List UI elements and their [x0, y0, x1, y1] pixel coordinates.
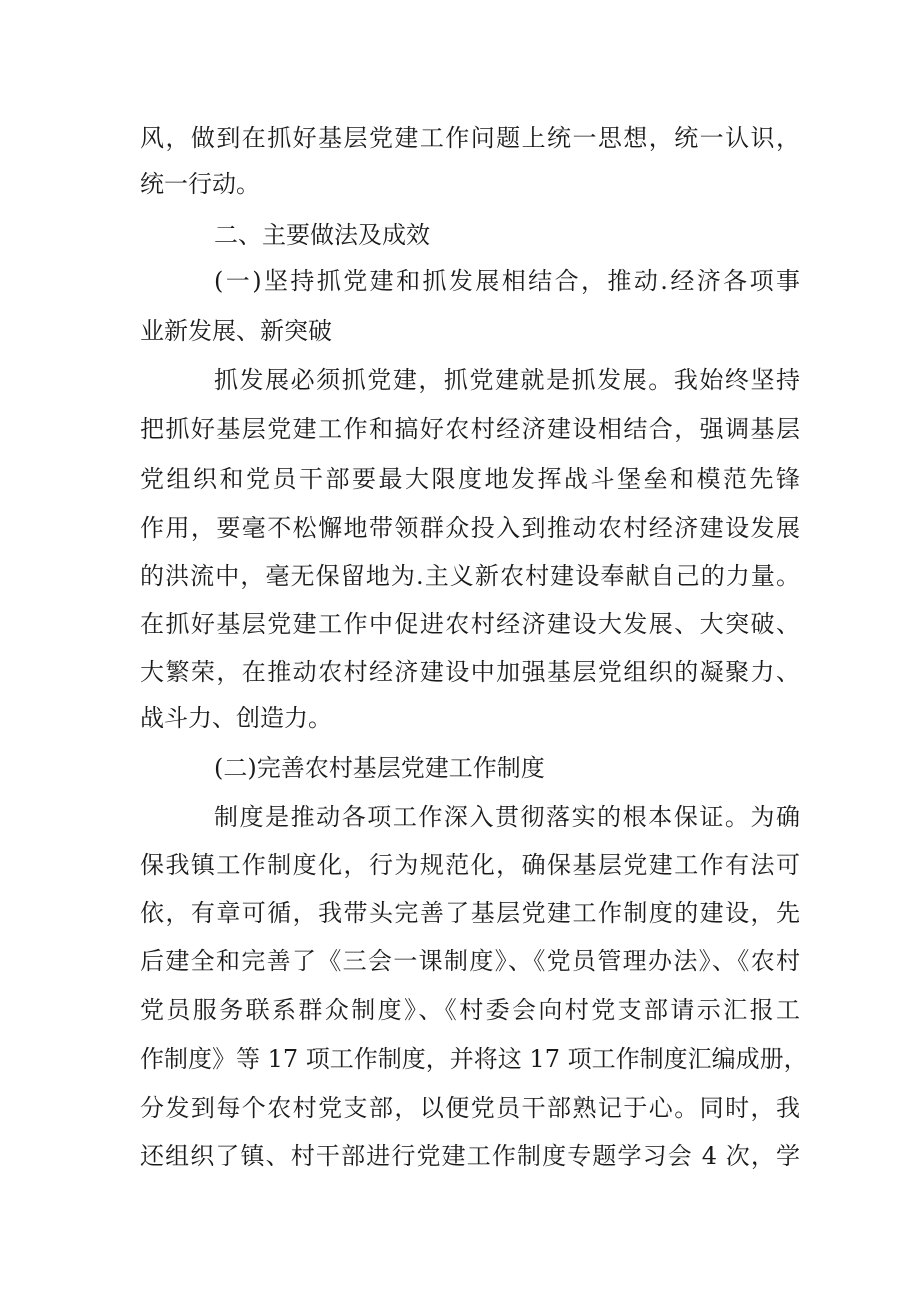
section-heading: 二、主要做法及成效 — [214, 221, 430, 249]
body-text-line: 保我镇工作制度化，行为规范化，确保基层党建工作有法可 — [140, 851, 800, 879]
body-text-line: 依，有章可循，我带头完善了基层党建工作制度的建设，先 — [140, 899, 800, 927]
body-text-line: 在抓好基层党建工作中促进农村经济建设大发展、大突破、 — [140, 610, 800, 638]
body-text-line: 大繁荣，在推动农村经济建设中加强基层党组织的凝聚力、 — [140, 658, 800, 686]
body-text-line: 党员服务联系群众制度》、《村委会向村党支部请示汇报工 — [140, 996, 800, 1024]
subsection-heading: (一)坚持抓党建和抓发展相结合，推动.经济各项事 — [214, 267, 800, 295]
body-text-line: 制度是推动各项工作深入贯彻落实的根本保证。为确 — [214, 803, 800, 831]
body-text-line: 把抓好基层党建工作和搞好农村经济建设相结合，强调基层 — [140, 415, 800, 443]
body-text-line: 统一行动。 — [140, 170, 260, 198]
body-text-line: 作制度》等 17 项工作制度，并将这 17 项工作制度汇编成册， — [140, 1045, 808, 1073]
subsection-heading: 业新发展、新突破 — [140, 317, 332, 345]
subsection-heading: (二)完善农村基层党建工作制度 — [214, 754, 545, 782]
body-text-line: 作用，要毫不松懈地带领群众投入到推动农村经济建设发展 — [140, 514, 800, 542]
body-text-line: 党组织和党员干部要最大限度地发挥战斗堡垒和模范先锋 — [140, 465, 800, 493]
body-text-line: 后建全和完善了《三会一课制度》、《党员管理办法》、《农村 — [140, 947, 800, 975]
body-text-line: 的洪流中，毫无保留地为.主义新农村建设奉献自己的力量。 — [140, 562, 800, 590]
body-text-line: 抓发展必须抓党建，抓党建就是抓发展。我始终坚持 — [214, 366, 800, 394]
body-text-line: 分发到每个农村党支部，以便党员干部熟记于心。同时，我 — [140, 1094, 800, 1122]
body-text-line: 风，做到在抓好基层党建工作问题上统一思想，统一认识， — [140, 124, 800, 152]
body-text-line: 战斗力、创造力。 — [140, 704, 332, 732]
body-text-line: 还组织了镇、村干部进行党建工作制度专题学习会 4 次，学 — [140, 1142, 800, 1170]
